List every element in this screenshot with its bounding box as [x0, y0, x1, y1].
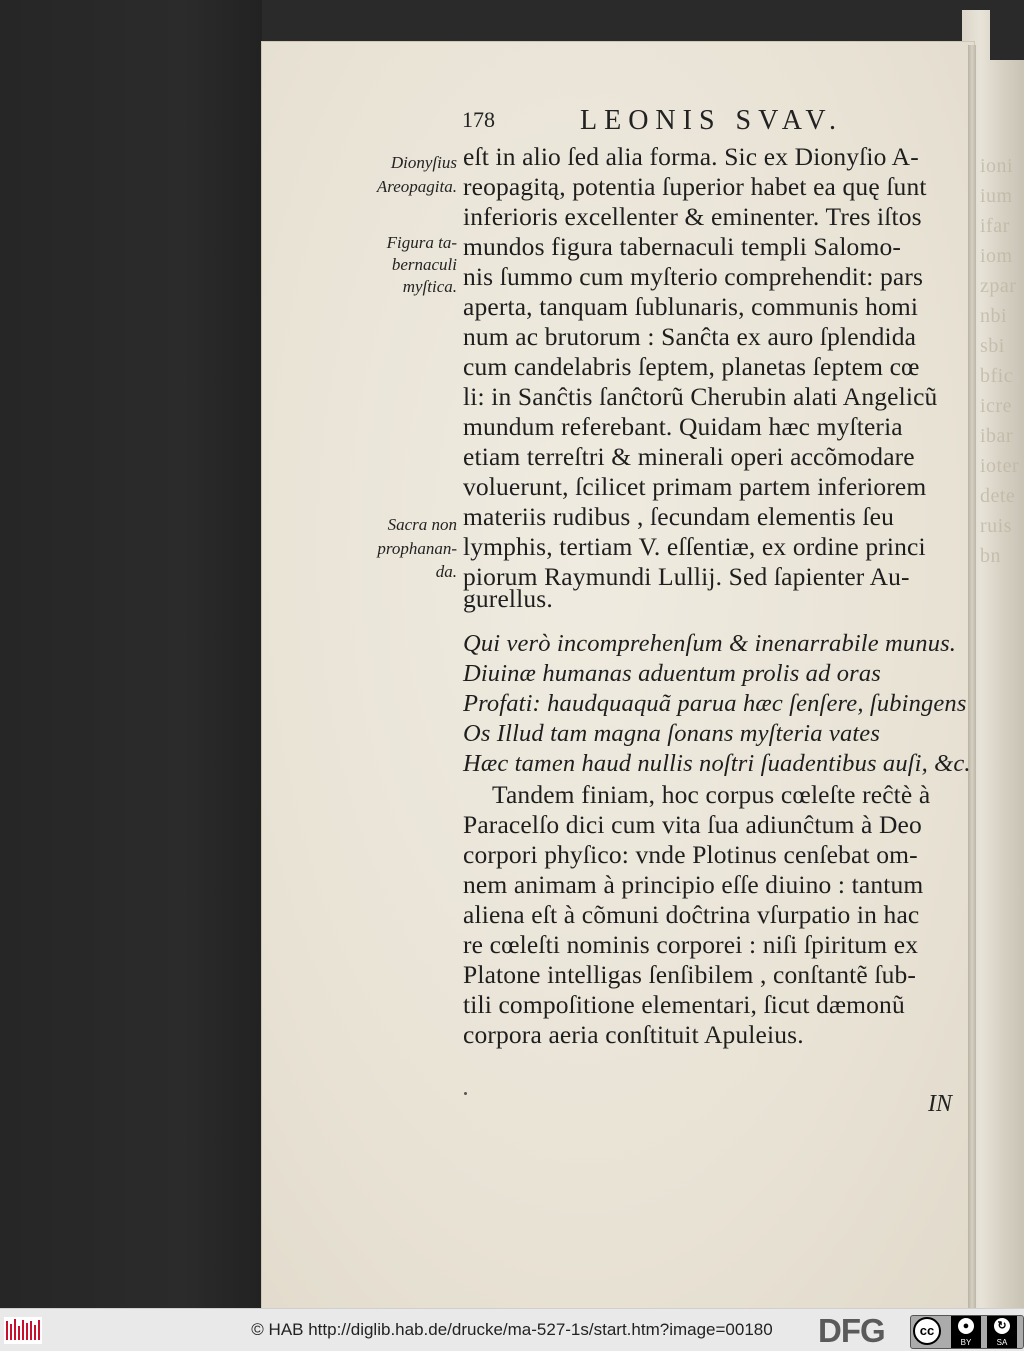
text-line: eſt in alio ſed alia forma. Sic ex Dionyſio A-: [463, 142, 919, 171]
text-line: corpori phyſico: vnde Plotinus cenſebat om-: [463, 840, 918, 869]
marginal-note: prophanan-: [377, 539, 457, 558]
text-line: reopagitą, potentia ſuperior habet ea quę ſunt: [463, 172, 927, 201]
running-head-title: LEONIS SVAV.: [580, 105, 843, 136]
text-line: cum candelabris ſeptem, planetas ſeptem cœ: [463, 352, 920, 381]
dfg-logo[interactable]: DFG: [818, 1312, 885, 1349]
facing-page-fragment: dete: [980, 485, 1016, 507]
marginal-note: Figura ta-: [386, 233, 457, 252]
scan-background: [0, 0, 262, 1308]
facing-page-fragment: icre: [980, 395, 1012, 417]
attribution-person-icon: ●: [958, 1318, 974, 1334]
cc-icon: cc: [913, 1317, 941, 1345]
facing-page-fragment: ibar: [980, 425, 1014, 447]
cc-sa-label: SA: [996, 1338, 1008, 1347]
text-line: etiam terreſtri & minerali operi accõmodare: [463, 442, 915, 471]
text-line: mundos figura tabernaculi templi Salomo-: [463, 232, 901, 261]
text-line: num ac brutorum : Sanĉta ex auro ſplendida: [463, 322, 917, 351]
facing-page-fragment: ium: [980, 185, 1013, 207]
verse-line: Qui verò incomprehenſum & inenarrabile munus.: [463, 630, 957, 657]
marginal-note: Areopagita.: [376, 177, 457, 196]
marginal-note: Sacra non: [387, 515, 457, 534]
cc-by-label: BY: [960, 1338, 972, 1347]
catchword: IN: [928, 1091, 952, 1117]
marginal-note: da.: [435, 562, 457, 581]
marginal-note: myſtica.: [402, 277, 457, 296]
text-line: mundum referebant. Quidam hæc myſteria: [463, 412, 903, 441]
verse-line: Hæc tamen haud nullis noſtri ſuadentibus auſi, &c.: [463, 750, 971, 777]
text-line: Paracelſo dici cum vita ſua adiunĉtum à Deo: [463, 810, 922, 839]
facing-page-fragment: ruis: [980, 515, 1012, 537]
facing-page-fragment: zpar: [980, 275, 1017, 297]
cc-license-badge[interactable]: [910, 1315, 1024, 1349]
verse-line: Profati: haudquaquã parua hæc ſenſere, ſubingens: [463, 690, 967, 717]
marginal-note: Dionyſius: [390, 153, 457, 172]
text-line: inferioris excellenter & eminenter. Tres iſtos: [463, 202, 922, 231]
marginal-note: bernaculi: [391, 255, 457, 274]
facing-page-fragment: nbi: [980, 305, 1008, 327]
page-number: 178: [462, 107, 495, 132]
source-credit-link[interactable]: © HAB http://diglib.hab.de/drucke/ma-527-1s/start.htm?image=00180: [251, 1320, 773, 1339]
text-line: nem animam à principio eſſe diuino : tantum: [463, 870, 924, 899]
ink-speck: [464, 1092, 467, 1095]
facing-page-fragment: ifar: [980, 215, 1010, 237]
page-fold-shadow: [968, 45, 976, 1308]
facing-page-fragment: bn: [980, 545, 1001, 567]
text-line: nis ſummo cum myſterio comprehendit: pars: [463, 262, 924, 291]
running-head: [462, 105, 952, 139]
text-line: corpora aeria conſtituit Apuleius.: [463, 1020, 804, 1049]
facing-page-fragment: ioter: [980, 455, 1020, 477]
viewer-footer: [0, 1308, 1024, 1351]
verse-line: Os Illud tam magna ſonans myſteria vates: [463, 720, 881, 747]
facing-page-fragment: iom: [980, 245, 1013, 267]
cc-by-block: [951, 1316, 981, 1348]
text-line: Tandem finiam, hoc corpus cœleſte reĉtè à: [492, 780, 931, 809]
text-line: Platone intelligas ſenſibilem , conſtantẽ ſub-: [463, 960, 917, 989]
text-line: materiis rudibus , ſecundam elementis ſeu: [463, 502, 895, 531]
text-line: li: in Sanĉtis ſanĉtorũ Cherubin alati Angelicũ: [463, 382, 938, 411]
text-line: lymphis, tertiam V. eſſentiæ, ex ordine princi: [463, 532, 926, 561]
text-line: voluerunt, ſcilicet primam partem inferiorem: [463, 472, 927, 501]
facing-page-fragment: sbi: [980, 335, 1005, 357]
text-line: tili compoſitione elementari, ſicut dæmonũ: [463, 990, 905, 1019]
facing-page-fragment: ioni: [980, 155, 1014, 177]
share-alike-icon: ↻: [994, 1318, 1010, 1334]
cc-sa-block: [987, 1316, 1017, 1348]
text-line: aliena eſt à cõmuni doĉtrina vſurpatio in hac: [463, 900, 920, 929]
verse-line: Diuinæ humanas aduentum prolis ad oras: [463, 660, 881, 687]
text-line: gurellus.: [463, 584, 553, 613]
text-line: piorum Raymundi Lullij. Sed ſapienter Au-: [463, 562, 910, 591]
scan-background-corner: [990, 0, 1024, 60]
facing-page-fragment: bfic: [980, 365, 1014, 387]
text-line: re cœleſti nominis corporei : niſi ſpiritum ex: [463, 930, 919, 959]
text-line: aperta, tanquam ſublunaris, communis homi: [463, 292, 919, 321]
